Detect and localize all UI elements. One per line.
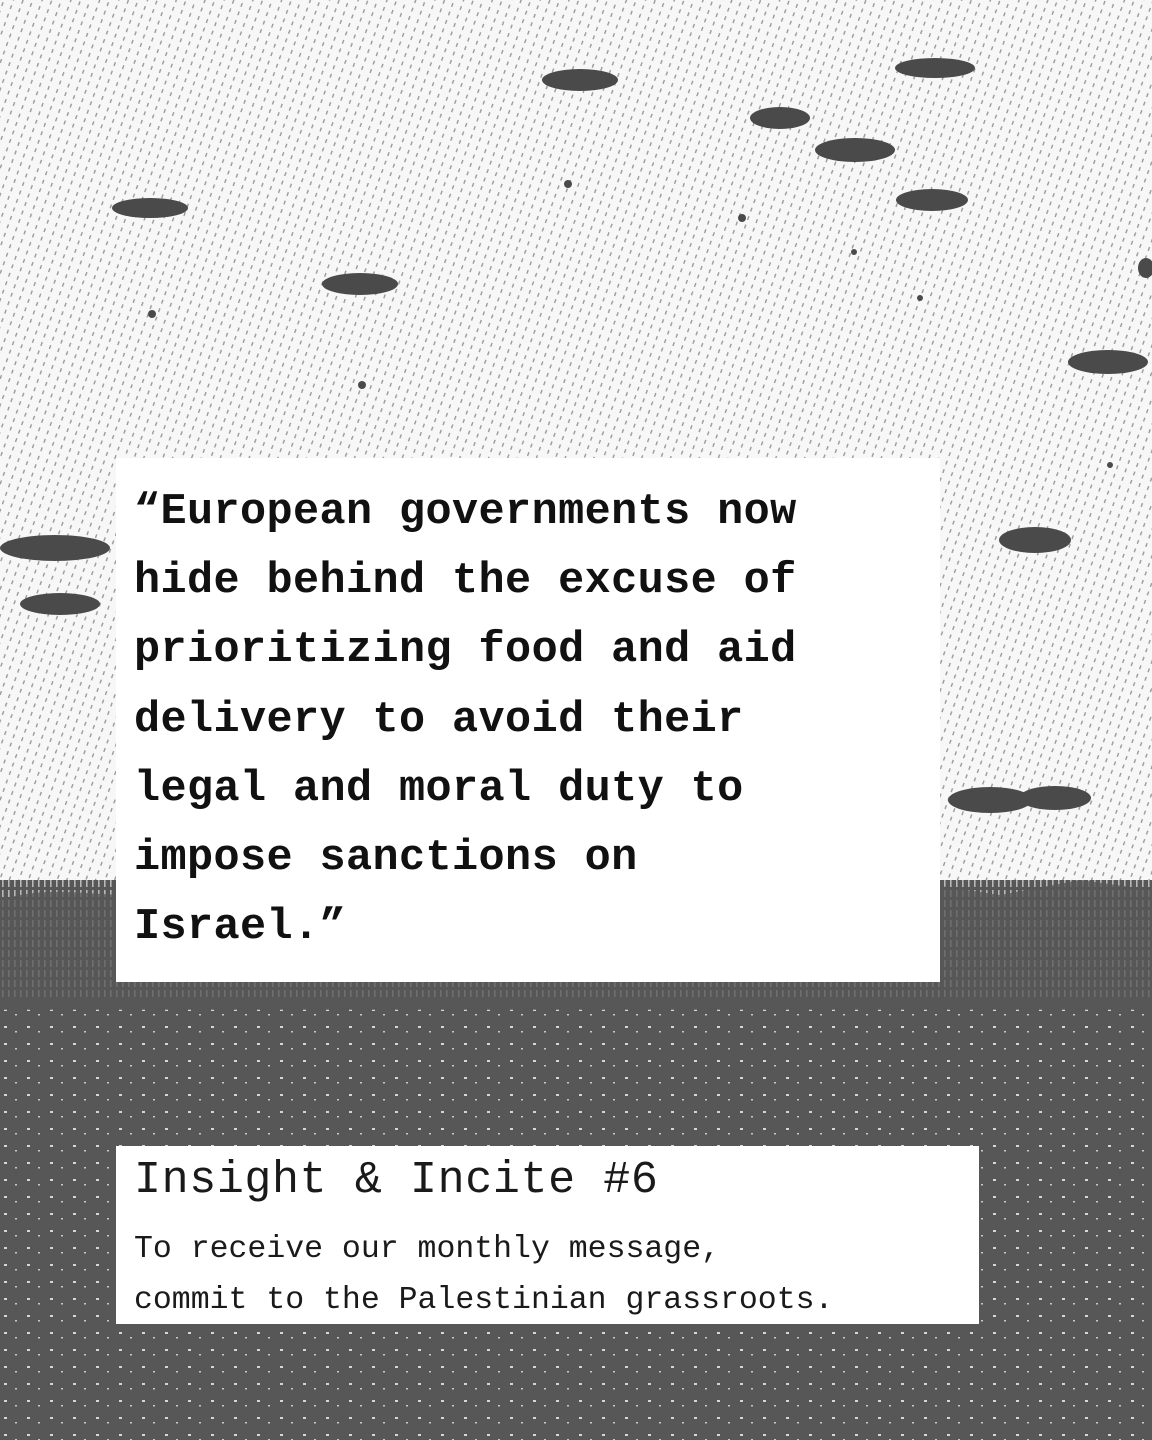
parachute-8 (1068, 350, 1148, 374)
newsletter-title: Insight & Incite #6 (134, 1155, 659, 1206)
parachute-1 (542, 69, 618, 91)
info-box (116, 1146, 979, 1324)
parachute-5 (896, 189, 968, 211)
newsletter-description: To receive our monthly message, commit to the Palestinian grassroots. (134, 1232, 834, 1318)
parachute-3 (750, 107, 810, 129)
parachute-10 (0, 535, 110, 561)
parachute-12 (948, 787, 1032, 813)
parachute-4 (815, 138, 895, 162)
quote-text: “European governments now hide behind the excuse of prioritizing food and aid delivery to avoid their legal and moral duty to impose sanctions on Israel.” (134, 488, 797, 953)
parachute-6 (112, 198, 188, 218)
parachute-9 (999, 527, 1071, 553)
parachute-11 (20, 593, 100, 615)
parachute-2 (895, 58, 975, 78)
parachute-7 (322, 273, 398, 295)
parachute-13 (1019, 786, 1091, 810)
quote-box (116, 458, 940, 982)
